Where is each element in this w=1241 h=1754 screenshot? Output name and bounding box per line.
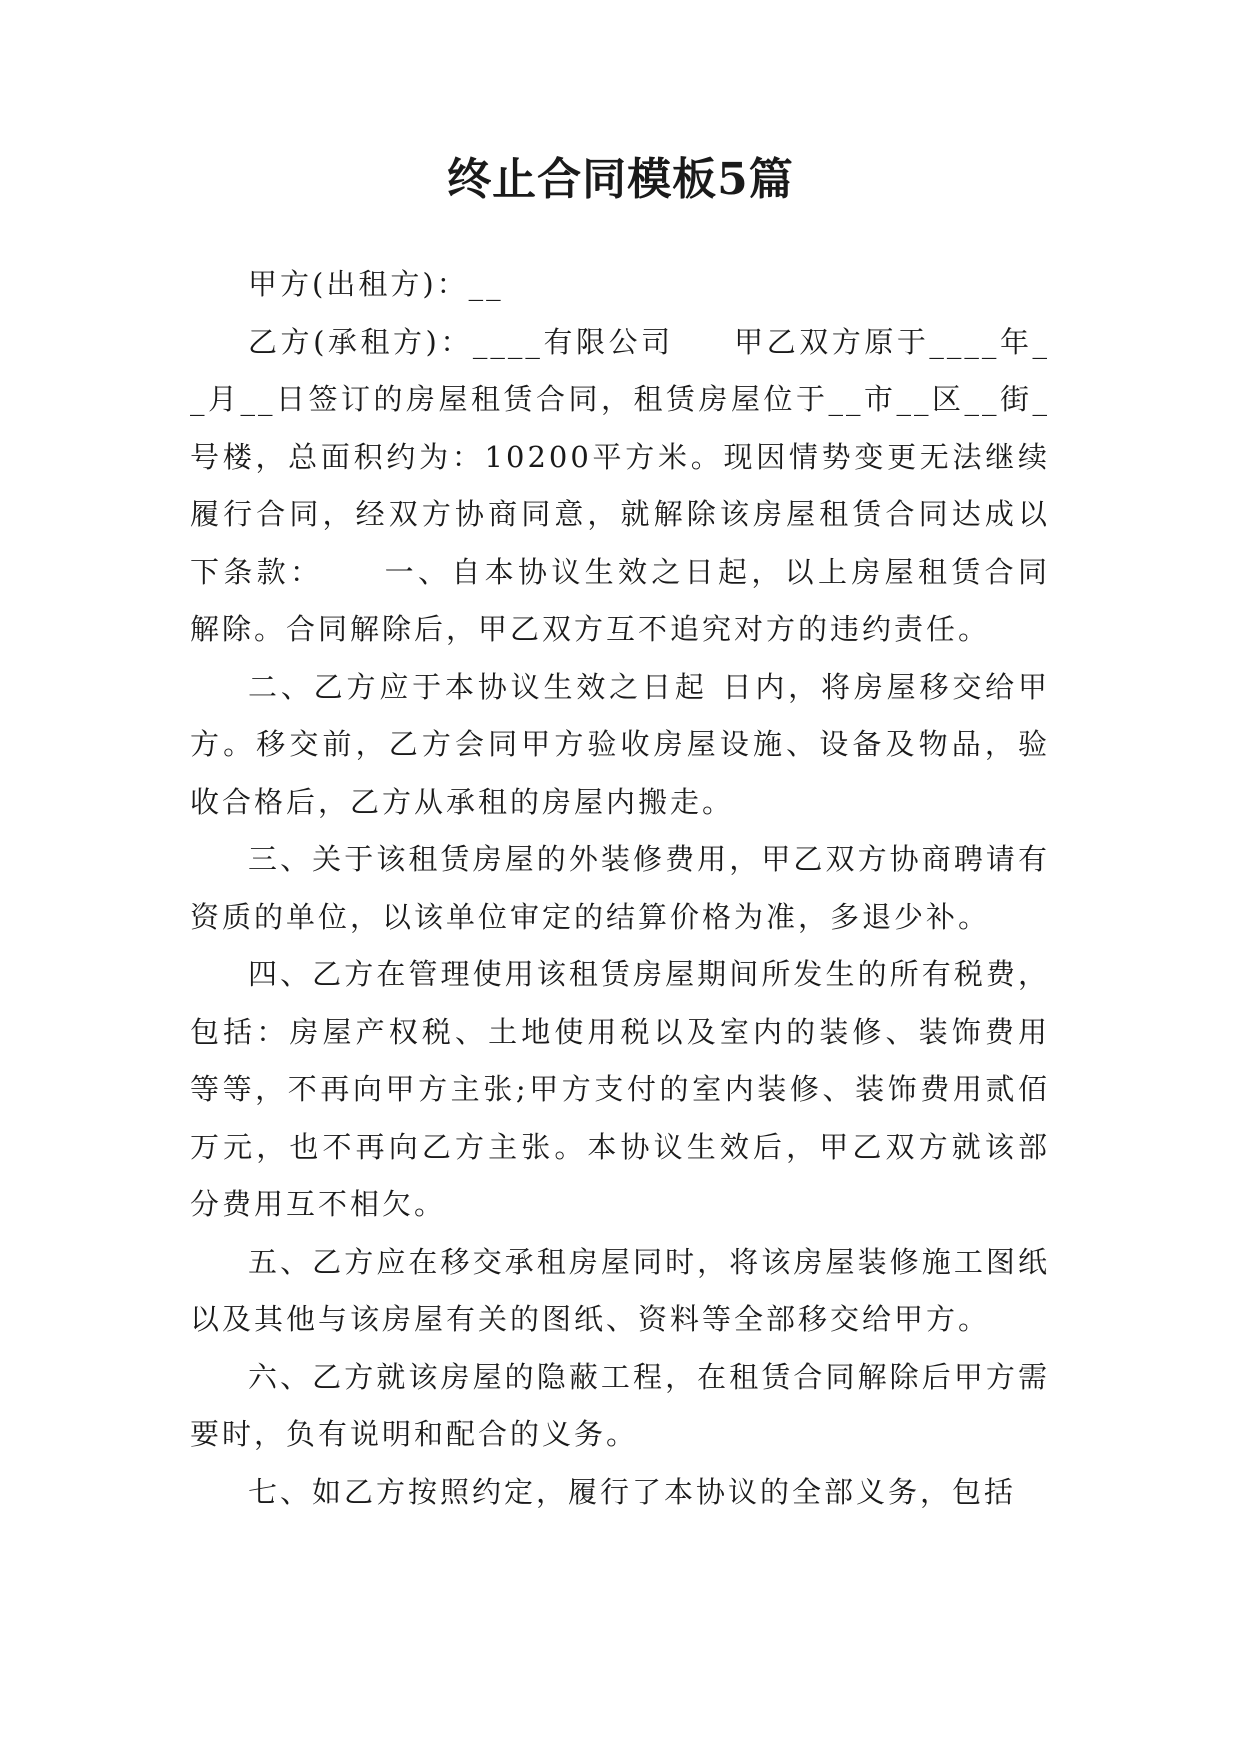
document-title: 终止合同模板5篇 xyxy=(447,154,794,205)
clause-5-paragraph xyxy=(190,1234,1050,1349)
clause-4-paragraph xyxy=(190,946,1050,1234)
document-body xyxy=(190,256,1050,1521)
clause-6-text: 六、乙方就该房屋的隐蔽工程，在租赁合同解除后甲方需要时，负有说明和配合的义务。 xyxy=(190,1359,1050,1451)
party-a-text: 甲方(出租方)：__ xyxy=(248,267,504,301)
party-a-line xyxy=(190,256,1050,314)
clause-5-text: 五、乙方应在移交承租房屋同时，将该房屋装修施工图纸以及其他与该房屋有关的图纸、资料等全部移交给甲方。 xyxy=(190,1244,1050,1336)
clause-3-paragraph xyxy=(190,831,1050,946)
clause-7-text: 七、如乙方按照约定，履行了本协议的全部义务，包括 xyxy=(248,1474,1017,1509)
clause-1-text: 一、自本协议生效之日起，以上房屋租赁合同解除。合同解除后，甲乙双方互不追究对方的违约责任。 xyxy=(190,554,1050,646)
intro-text: 甲乙双方原于____年__月__日签订的房屋租赁合同，租赁房屋位于__市__区__街_号楼，总面积约为：10200平方米。现因情势变更无法继续履行合同，经双方协商同意，就解除该房屋租赁合同达成以下条款： xyxy=(190,324,1050,589)
clause-4-text: 四、乙方在管理使用该租赁房屋期间所发生的所有税费，包括：房屋产权税、土地使用税以及室内的装修、装饰费用等等，不再向甲方主张;甲方支付的室内装修、装饰费用贰佰万元，也不再向乙方主张。本协议生效后，甲乙双方就该部分费用互不相欠。 xyxy=(190,957,1050,1221)
clause-6-paragraph xyxy=(190,1349,1050,1464)
party-b-text: 乙方(承租方)：____有限公司 xyxy=(248,324,674,359)
clause-2-text-b: 日内，将房屋移交给甲方。移交前，乙方会同甲方验收房屋设施、设备及物品，验收合格后，乙方从承租的房屋内搬走。 xyxy=(190,669,1050,819)
clause-3-text: 三、关于该租赁房屋的外装修费用，甲乙双方协商聘请有资质的单位，以该单位审定的结算价格为准，多退少补。 xyxy=(190,842,1050,934)
clause-2-paragraph xyxy=(190,659,1050,832)
clause-7-paragraph xyxy=(190,1464,1050,1522)
intro-paragraph xyxy=(190,314,1050,659)
clause-2-text-a: 二、乙方应于本协议生效之日起 xyxy=(248,669,708,704)
